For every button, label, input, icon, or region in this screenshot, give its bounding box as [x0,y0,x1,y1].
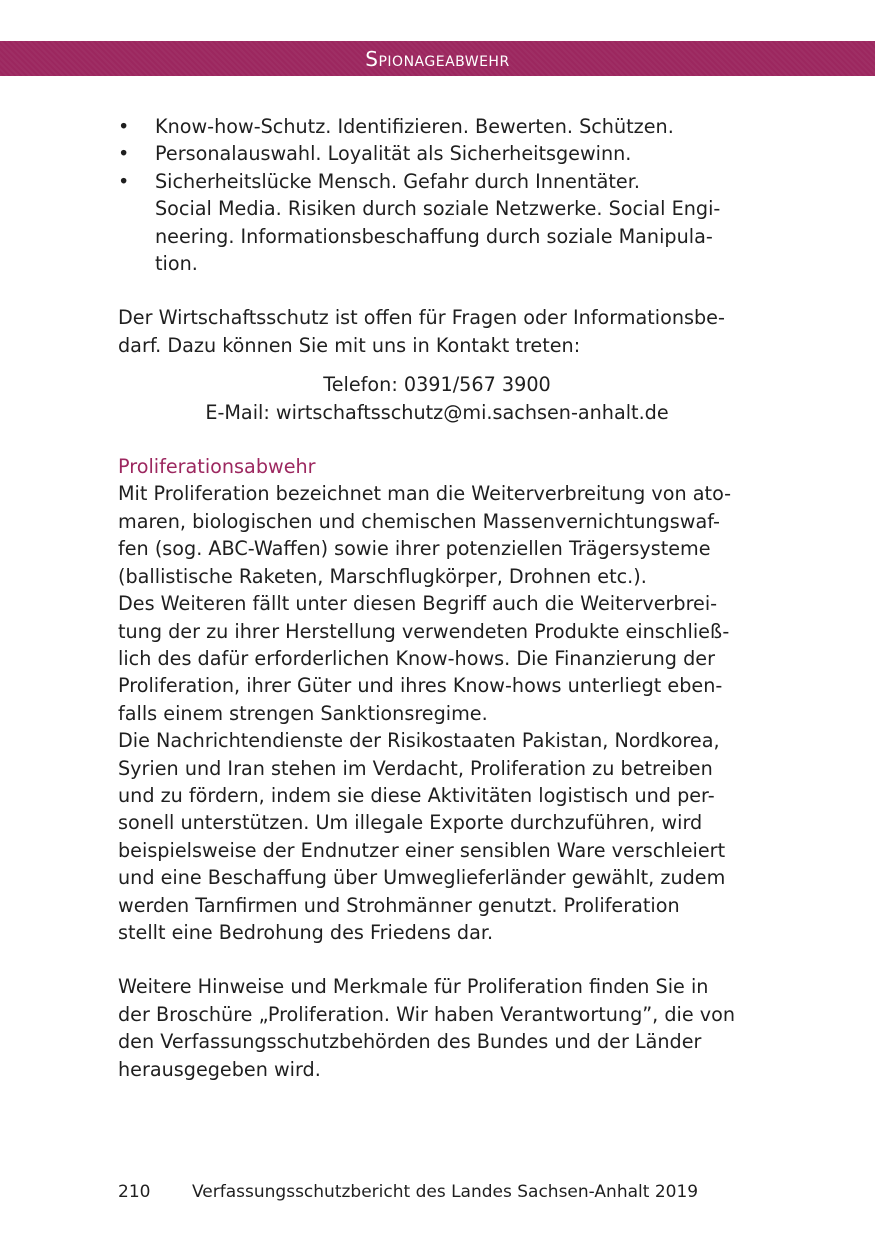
paragraph-line: stellt eine Bedrohung des Friedens dar. [118,920,494,944]
paragraph-line: Mit Proliferation bezeichnet man die Weiterverbreitung von ato- [118,482,732,506]
bullet-item [118,168,758,278]
page-number: 210 [118,1182,151,1202]
paragraph-line: herausgegeben wird. [118,1057,321,1081]
paragraph-line: beispielsweise der Endnutzer einer sensiblen Ware verschleiert [118,838,726,862]
publication-title: Verfassungsschutzbericht des Landes Sachsen-Anhalt 2019 [192,1182,699,1202]
paragraph-line: und eine Beschaffung über Umweglieferländer gewählt, zudem [118,866,726,890]
paragraph-line: Der Wirtschaftsschutz ist offen für Fragen oder Informationsbe- [118,306,725,330]
section-header-band [0,41,875,76]
section-title: Spionageabwehr [365,46,510,71]
paragraph-line: den Verfassungsschutzbehörden des Bundes und der Länder [118,1030,702,1054]
bullet-item [118,140,758,167]
spacer [118,359,758,371]
paragraph-line: lich des dafür erforderlichen Know-hows. Die Finanzierung der [118,646,715,670]
paragraph-line: Die Nachrichtendienste der Risikostaaten Pakistan, Nordkorea, [118,729,720,753]
contact-intro-paragraph [118,304,758,359]
bullet-symbol: • [118,142,130,166]
paragraph-line: darf. Dazu können Sie mit uns in Kontakt treten: [118,333,581,357]
page-content [118,113,758,1083]
paragraph-line: Des Weiteren fällt unter diesen Begriff auch die Weiterverbrei- [118,592,718,616]
paragraph-line: Proliferation, ihrer Güter und ihres Know-hows unterliegt eben- [118,674,723,698]
paragraph-line: fen (sog. ABC-Waffen) sowie ihrer potenziellen Trägersysteme [118,537,711,561]
paragraph-line: werden Tarnfirmen und Strohmänner genutzt. Proliferation [118,893,680,917]
paragraph-line: und zu fördern, indem sie diese Aktivitäten logistisch und per- [118,783,715,807]
paragraph-line: der Broschüre „Proliferation. Wir haben Verantwortung”, die von [118,1002,736,1026]
section-heading: Proliferationsabwehr [118,455,316,479]
bullet-text-line: Sicherheitslücke Mensch. Gefahr durch Innentäter. [155,169,640,193]
spacer [118,277,758,304]
spacer [118,426,758,453]
paragraph-line: Syrien und Iran stehen im Verdacht, Proliferation zu betreiben [118,756,713,780]
contact-email: E-Mail: wirtschaftsschutz@mi.sachsen-anhalt.de [205,400,669,424]
bullet-list [118,113,758,277]
bullet-item [118,113,758,140]
paragraph-line: falls einem strengen Sanktionsregime. [118,701,488,725]
bullet-text-line: neering. Informationsbeschaffung durch soziale Manipula- [155,224,713,248]
contact-block [118,371,758,426]
page-footer [118,1180,698,1204]
bullet-symbol: • [118,169,130,193]
paragraph-line: maren, biologischen und chemischen Massenvernichtungswaf- [118,509,720,533]
proliferation-paragraph [118,480,758,946]
contact-phone: Telefon: 0391/567 3900 [323,373,551,397]
bullet-text-line: Social Media. Risiken durch soziale Netzwerke. Social Engi- [155,197,721,221]
paragraph-line: sonell unterstützen. Um illegale Exporte durchzuführen, wird [118,811,703,835]
closing-paragraph [118,973,758,1083]
spacer [118,946,758,973]
bullet-text-line: tion. [155,252,198,276]
paragraph-line: (ballistische Raketen, Marschflugkörper, Drohnen etc.). [118,564,647,588]
bullet-symbol: • [118,115,130,138]
paragraph-line: Weitere Hinweise und Merkmale für Proliferation finden Sie in [118,975,709,999]
bullet-text-line: Personalauswahl. Loyalität als Sicherheitsgewinn. [155,142,632,166]
bullet-text-line: Know-how-Schutz. Identifizieren. Bewerten. Schützen. [155,115,674,138]
paragraph-line: tung der zu ihrer Herstellung verwendeten Produkte einschließ- [118,619,730,643]
